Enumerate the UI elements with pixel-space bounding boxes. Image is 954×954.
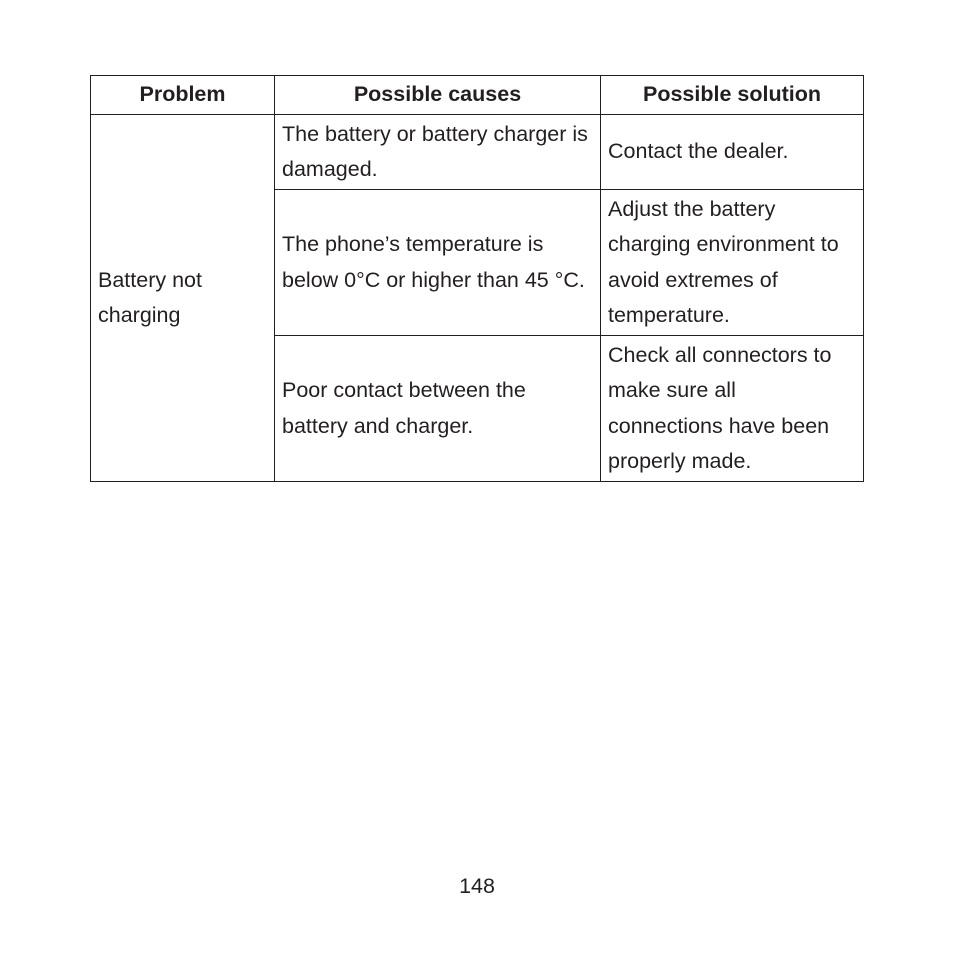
- troubleshooting-table: [90, 75, 864, 482]
- header-causes: Possible causes: [275, 76, 601, 115]
- solution-cell: Check all connectors to make sure all connections have been properly made.: [601, 336, 864, 482]
- table-row: [91, 115, 864, 190]
- cause-cell: Poor contact between the battery and charger.: [275, 336, 601, 482]
- cause-cell: The battery or battery charger is damaged.: [275, 115, 601, 190]
- solution-cell: Adjust the battery charging environment to avoid extremes of temperature.: [601, 190, 864, 336]
- header-row: [91, 76, 864, 115]
- page-number: 148: [459, 874, 495, 898]
- solution-cell: Contact the dealer.: [601, 115, 864, 190]
- problem-cell: Battery not charging: [91, 115, 275, 482]
- header-problem: Problem: [91, 76, 275, 115]
- header-solution: Possible solution: [601, 76, 864, 115]
- cause-cell: The phone’s temperature is below 0°C or higher than 45 °C.: [275, 190, 601, 336]
